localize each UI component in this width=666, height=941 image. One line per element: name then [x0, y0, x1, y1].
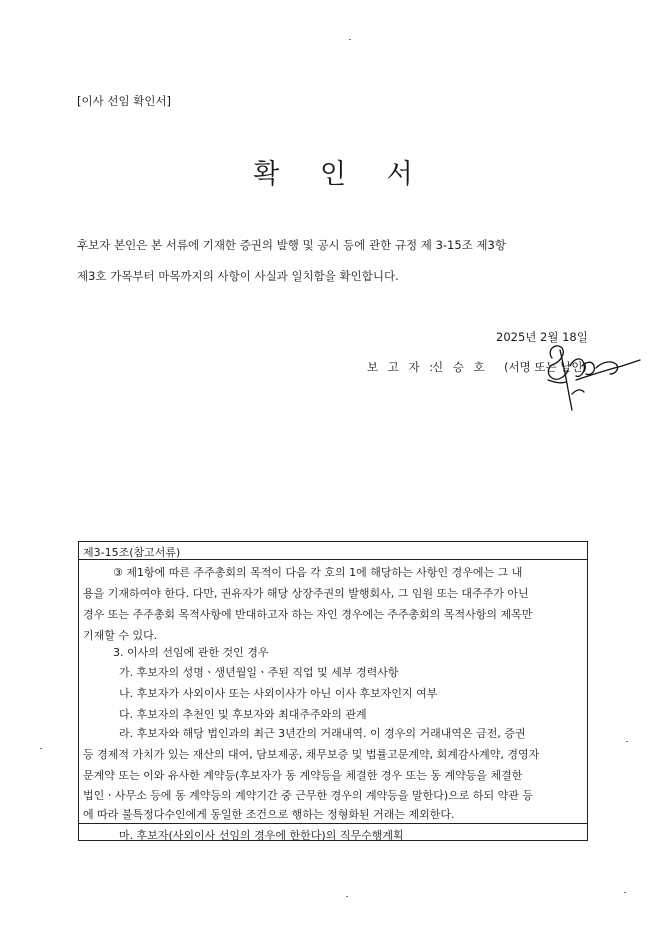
scan-speck [626, 741, 628, 742]
page-title: 확 인 서 [253, 159, 429, 190]
reference-line: 법인ㆍ사무소 등에 동 계약등의 계약기간 중 근무한 경우의 계약등을 말한다)으로 하되 약관 등 [83, 789, 534, 802]
reference-line: 가. 후보자의 성명ㆍ생년월일ㆍ주된 직업 및 세부 경력사항 [119, 666, 399, 679]
reporter-label: 보 고 자 : [367, 360, 437, 374]
confirmation-line-1: 후보자 본인은 본 서류에 기재한 증권의 발행 및 공시 등에 관한 규정 제 3-15조 제3항 [77, 238, 506, 252]
confirmation-line-2: 제3호 가목부터 마목까지의 사항이 사실과 일치함을 확인합니다. [77, 269, 399, 283]
document-tag: [이사 선임 확인서] [77, 94, 172, 108]
reference-line: 다. 후보자의 추천인 및 후보자와 최대주주와의 관계 [119, 708, 367, 721]
reference-line: 나. 후보자가 사외이사 또는 사외이사가 아닌 이사 후보자인지 여부 [119, 687, 438, 700]
scan-speck [40, 748, 42, 749]
reference-line: 3. 이사의 선임에 관한 것인 경우 [113, 646, 269, 659]
date: 2025년 2월 18일 [496, 330, 588, 344]
reference-line: 기재할 수 있다. [83, 629, 158, 642]
reference-header-row [79, 542, 587, 560]
reference-line: 마. 후보자(사외이사 선임의 경우에 한한다)의 직무수행계획 [119, 829, 404, 842]
reference-line: 문계약 또는 이와 유사한 계약등(후보자가 동 계약등을 체결한 경우 또는 동 계약등을 체결한 [83, 769, 523, 782]
reference-box [78, 541, 588, 841]
scan-speck [349, 39, 351, 40]
reference-line: 라. 후보자와 해당 법인과의 최근 3년간의 거래내역. 이 경우의 거래내역은 금전, 증권 [119, 727, 526, 740]
reference-line: 용을 기재하여야 한다. 다만, 권유자가 해당 상장주권의 발행회사, 그 임원 또는 대주주가 아닌 [83, 587, 529, 600]
reference-divider [79, 823, 587, 824]
reference-header: 제3-15조(참고서류) [83, 546, 181, 559]
reference-line: 경우 또는 주주총회 목적사항에 반대하고자 하는 자인 경우에는 주주총회의 목적사항의 제목만 [83, 608, 533, 621]
reporter-name: 신 승 호 [432, 360, 488, 374]
reference-line: 등 경제적 가치가 있는 재산의 대여, 담보제공, 채무보증 및 법률고문계약, 회계감사계약, 경영자 [83, 748, 540, 761]
handwritten-signature [536, 336, 646, 416]
reference-line: 에 따라 불특정다수인에게 동일한 조건으로 행하는 정형화된 거래는 제외한다. [83, 808, 455, 821]
scan-speck [624, 892, 626, 893]
signature-note: (서명 또는 날인) [504, 360, 587, 374]
scan-speck [346, 896, 348, 897]
reference-line: ③ 제1항에 따른 주주총회의 목적이 다음 각 호의 1에 해당하는 사항인 경우에는 그 내 [113, 566, 523, 579]
